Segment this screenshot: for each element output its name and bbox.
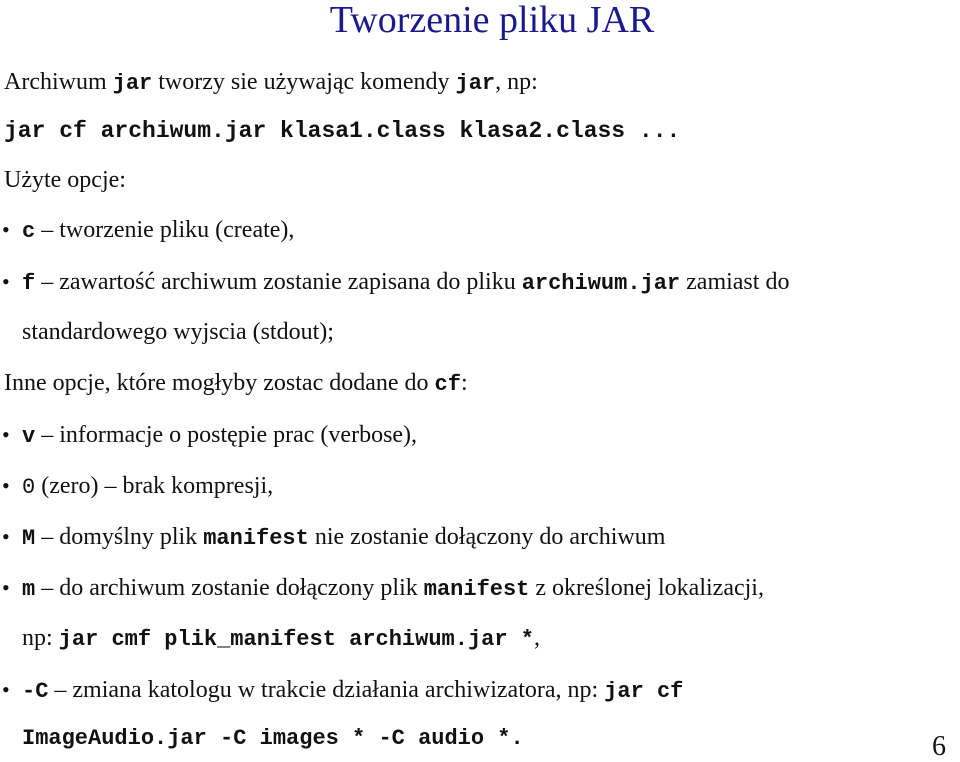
option-m-cont-code: jar cmf plik_manifest archiwum.jar * bbox=[58, 627, 534, 652]
page-number: 6 bbox=[932, 731, 946, 762]
other-options-text-1: Inne opcje, które mogłyby zostac dodane do bbox=[4, 370, 435, 396]
option-c-text: – tworzenie pliku (create), bbox=[35, 217, 295, 243]
option-m-cont-text: np: bbox=[22, 625, 59, 651]
bullet-icon: • bbox=[2, 575, 10, 600]
option-v-item bbox=[22, 421, 417, 451]
other-options-text-2: : bbox=[460, 370, 468, 396]
option-C-item bbox=[22, 676, 683, 706]
intro-text-2: tworzy sie używając komendy bbox=[152, 69, 456, 95]
option-M-code-manifest: manifest bbox=[203, 526, 309, 551]
option-M-text-2: nie zostanie dołączony do archiwum bbox=[308, 524, 666, 550]
option-v-code: v bbox=[22, 424, 36, 449]
option-m-text-1: – do archiwum zostanie dołączony plik bbox=[35, 575, 424, 601]
option-M-code: M bbox=[22, 526, 36, 551]
option-f-continuation: standardowego wyjscia (stdout); bbox=[22, 319, 334, 345]
option-v-text: – informacje o postępie prac (verbose), bbox=[35, 422, 418, 448]
option-C-code: -C bbox=[22, 679, 49, 704]
option-f-item bbox=[22, 268, 789, 298]
option-M-text-1: – domyślny plik bbox=[35, 524, 204, 550]
option-0-text: (zero) – brak kompresji, bbox=[35, 473, 274, 499]
bullet-icon: • bbox=[2, 473, 10, 498]
intro-code-jar-1: jar bbox=[112, 71, 153, 96]
bullet-icon: • bbox=[2, 677, 10, 702]
intro-text-3: , np: bbox=[495, 69, 538, 95]
used-options-heading: Użyte opcje: bbox=[4, 167, 126, 193]
option-f-text-2: zamiast do bbox=[680, 269, 790, 295]
option-m-item bbox=[22, 574, 764, 604]
bullet-icon: • bbox=[2, 422, 10, 447]
option-f-code-file: archiwum.jar bbox=[521, 271, 681, 296]
option-C-text-1: – zmiana katologu w trakcie działania archiwizatora, np: bbox=[48, 677, 605, 703]
other-options-heading bbox=[4, 369, 468, 399]
example-command: jar cf archiwum.jar klasa1.class klasa2.class ... bbox=[4, 118, 681, 144]
option-f-text-1: – zawartość archiwum zostanie zapisana do pliku bbox=[35, 269, 522, 295]
option-c-code: c bbox=[22, 219, 36, 244]
other-options-code: cf bbox=[434, 372, 461, 397]
option-m-code-manifest: manifest bbox=[423, 577, 530, 602]
option-m-text-2: z określonej lokalizacji, bbox=[529, 575, 764, 601]
option-M-item bbox=[22, 523, 665, 553]
option-0-code: 0 bbox=[22, 475, 36, 500]
option-c-item bbox=[22, 216, 294, 246]
bullet-icon: • bbox=[2, 217, 10, 242]
intro-code-jar-2: jar bbox=[455, 71, 496, 96]
option-0-item bbox=[22, 472, 273, 502]
slide-title: Tworzenie pliku JAR bbox=[329, 0, 655, 41]
option-m-code: m bbox=[22, 577, 36, 602]
option-C-code-example: jar cf bbox=[604, 679, 684, 704]
option-m-cont-text-2: , bbox=[533, 625, 540, 651]
intro-text-1: Archiwum bbox=[4, 69, 113, 95]
option-m-continuation bbox=[22, 624, 540, 654]
bullet-icon: • bbox=[2, 269, 10, 294]
intro-line bbox=[4, 68, 538, 98]
option-C-continuation: ImageAudio.jar -C images * -C audio *. bbox=[22, 726, 524, 751]
bullet-icon: • bbox=[2, 524, 10, 549]
option-f-code: f bbox=[22, 271, 36, 296]
